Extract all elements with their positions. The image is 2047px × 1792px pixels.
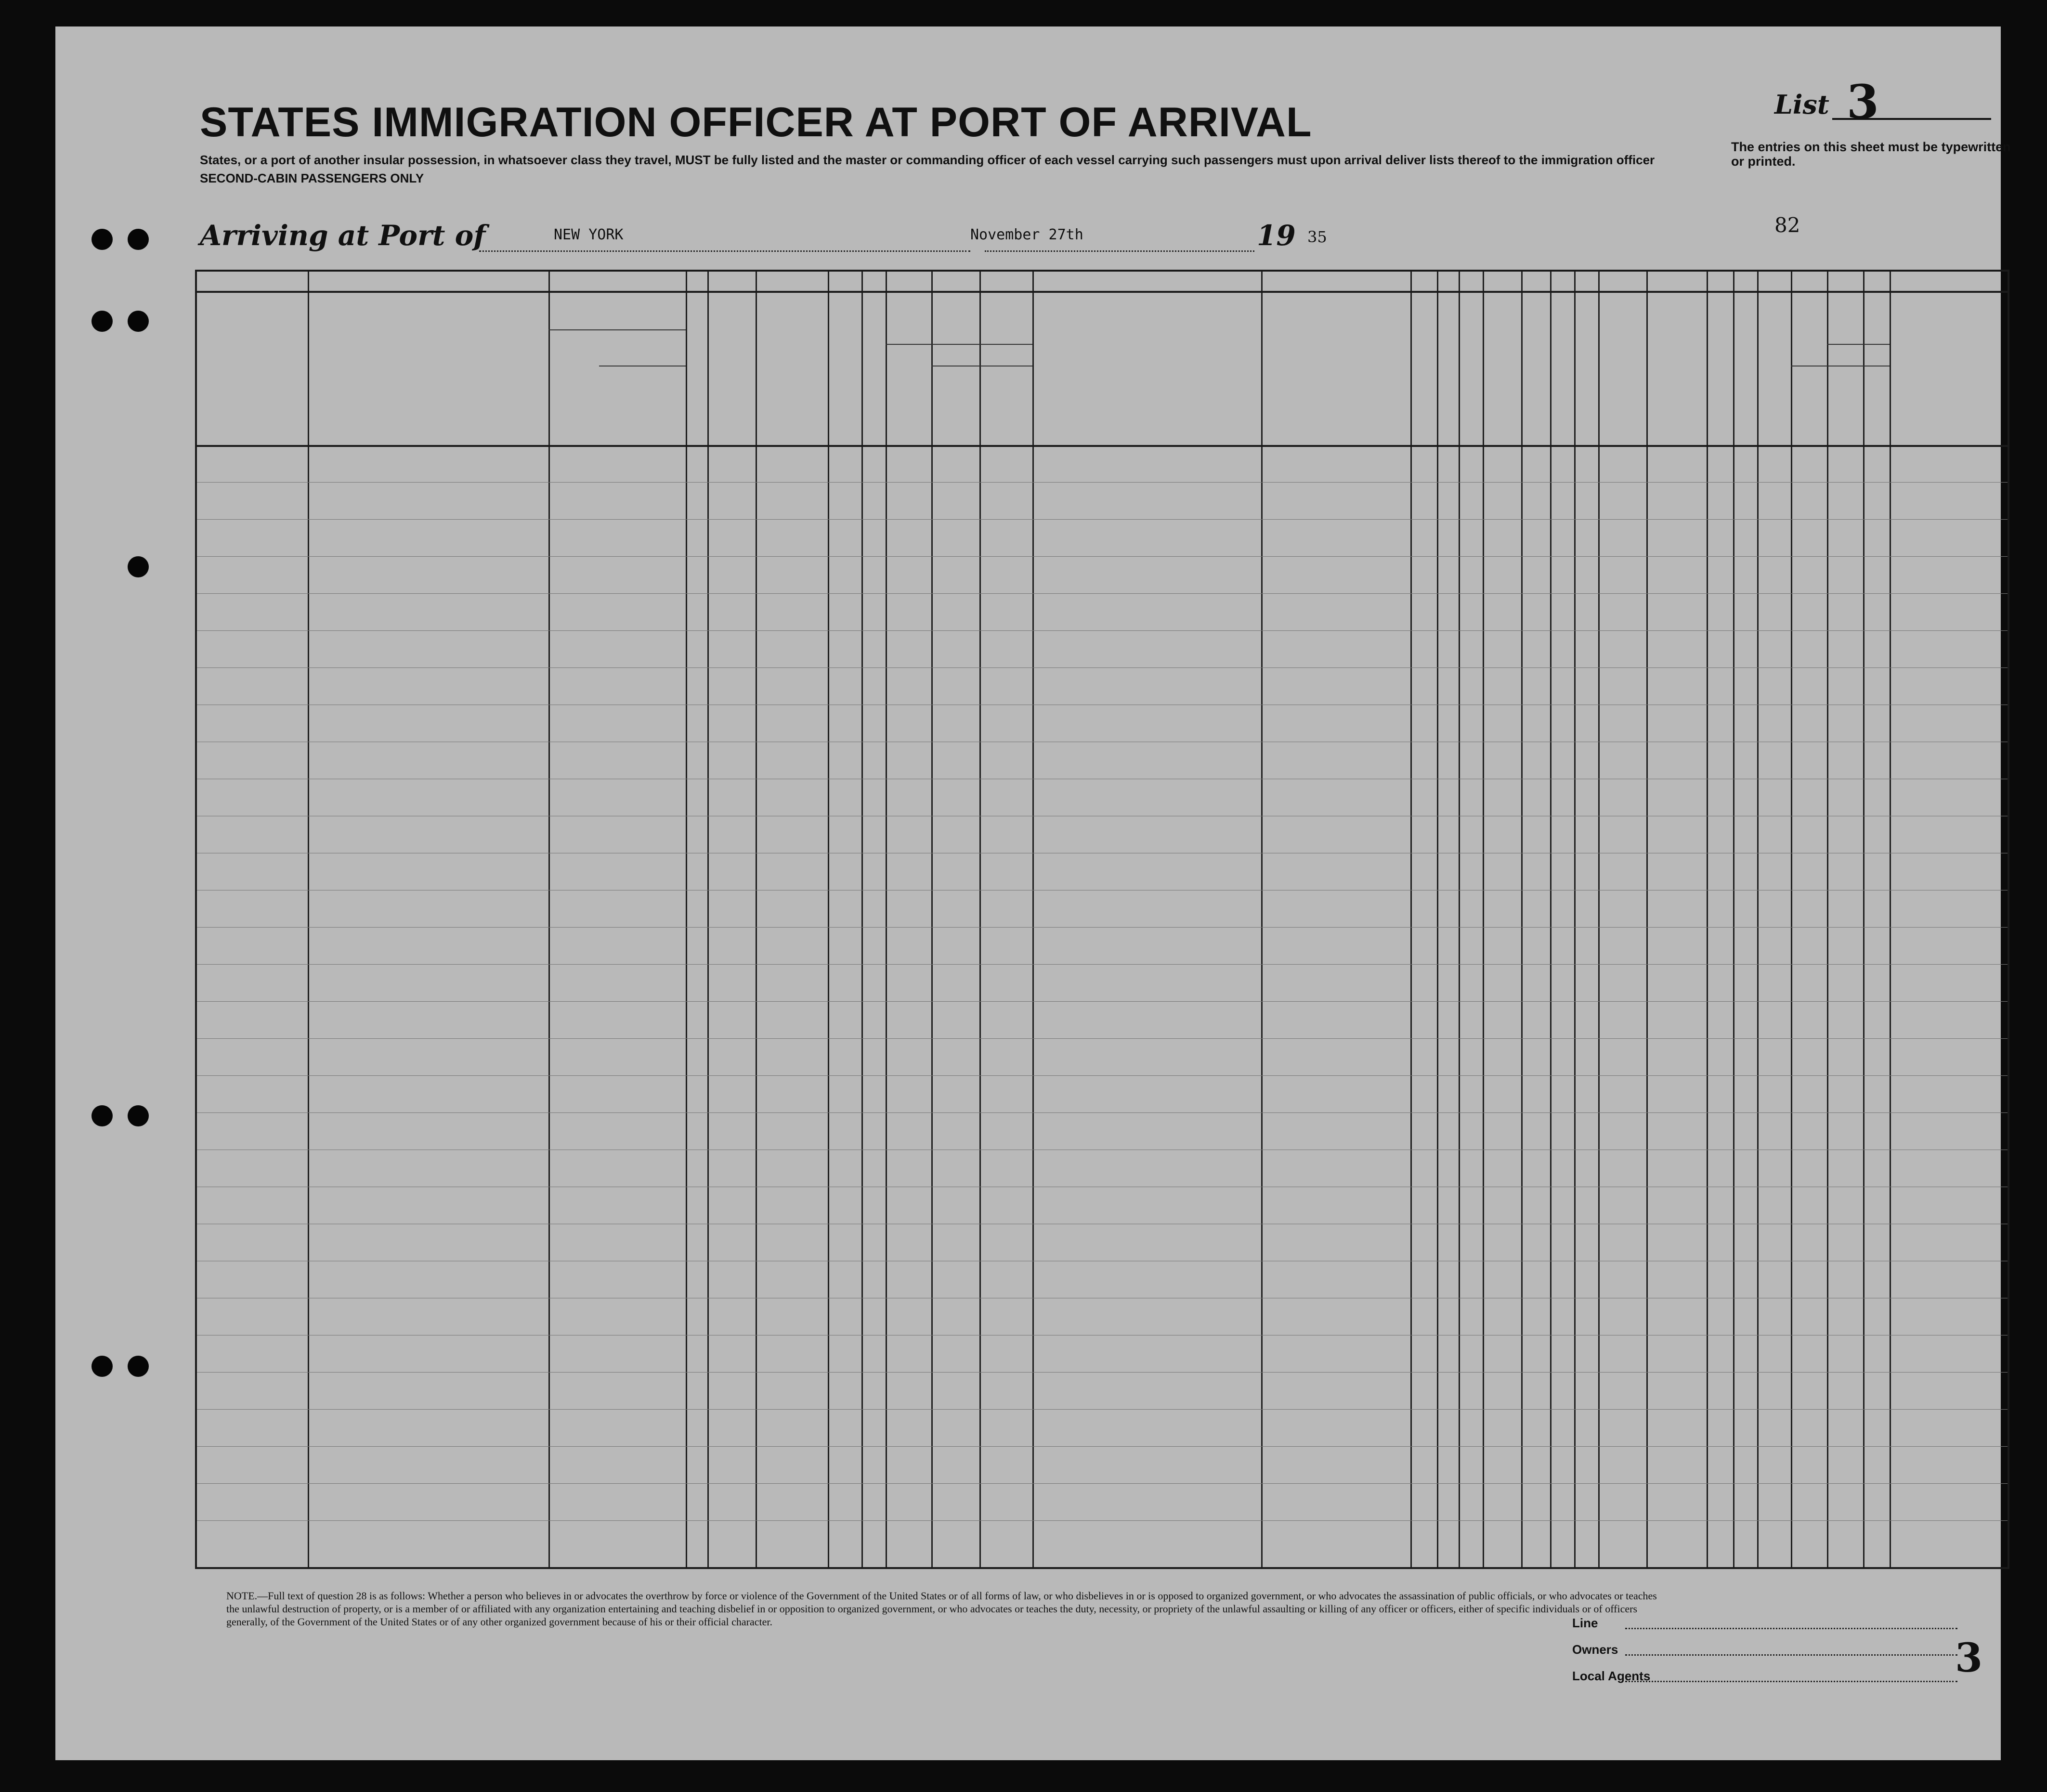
column-divider — [1550, 272, 1552, 1567]
column-divider — [1598, 272, 1600, 1567]
year-prefix: 19 — [1257, 219, 1296, 252]
column-divider — [828, 272, 829, 1567]
column-divider — [686, 272, 687, 1567]
punch-hole — [91, 229, 113, 250]
header-subrule — [886, 344, 1032, 345]
column-divider — [1437, 272, 1438, 1567]
passenger-class: SECOND-CABIN PASSENGERS ONLY — [200, 171, 424, 185]
arriving-label: Arriving at Port of — [200, 219, 486, 252]
question-28-note: NOTE.—Full text of question 28 is as follows: Whether a person who believes in or advocates the overthrow by force or violence of the Government of the United States or of all forms of law, or who disbelieves in or is opposed to organized government, or who advocates the assassination of public officials, or who advocates or teaches the unlawful destruction of property, or is a member of or affiliated with any organization entertaining and teaching disbelief in or opposition to organized government, or who advocates or teaches the duty, necessity, or propriety of the unlawful assaulting or killing of any officer or officers, either of specific individuals or of officers generally, of the Government of the United States or of any other organized government because of his or their official character. — [226, 1590, 1657, 1628]
list-label: List — [1774, 89, 1829, 120]
row-rule — [197, 1483, 2008, 1484]
row-rule — [197, 927, 2008, 928]
column-divider — [548, 272, 550, 1567]
stamp-number: 82 — [1774, 213, 1800, 237]
page-number: 3 — [1955, 1635, 1983, 1681]
column-divider — [1707, 272, 1708, 1567]
column-divider — [1757, 272, 1759, 1567]
column-divider — [1863, 272, 1864, 1567]
row-rule — [197, 1001, 2008, 1002]
owners-field — [1625, 1654, 1957, 1656]
punch-hole — [128, 229, 149, 250]
column-divider — [931, 272, 933, 1567]
row-rule — [197, 1372, 2008, 1373]
row-rule — [197, 1446, 2008, 1447]
typewritten-note: The entries on this sheet must be typewritten or printed. — [1731, 140, 2011, 169]
row-rule — [197, 482, 2008, 483]
column-divider — [886, 272, 887, 1567]
row-rule — [197, 519, 2008, 520]
list-underline — [1832, 118, 1991, 120]
column-divider — [1483, 272, 1484, 1567]
column-divider — [707, 272, 709, 1567]
column-divider — [1890, 272, 1891, 1567]
row-rule — [197, 1112, 2008, 1113]
row-rule — [197, 667, 2008, 668]
arrival-port: NEW YORK — [554, 226, 624, 243]
punch-hole — [91, 1356, 113, 1377]
row-rule — [197, 593, 2008, 594]
column-divider — [861, 272, 863, 1567]
agents-field — [1625, 1681, 1957, 1682]
punch-hole — [91, 1105, 113, 1126]
column-divider — [1410, 272, 1412, 1567]
column-divider — [1827, 272, 1828, 1567]
punch-hole — [91, 311, 113, 332]
header-rule — [197, 445, 2008, 447]
punch-hole — [128, 1105, 149, 1126]
column-divider — [1791, 272, 1792, 1567]
header-rule — [197, 291, 2008, 293]
column-divider — [1459, 272, 1460, 1567]
column-divider — [308, 272, 309, 1567]
form-title: STATES IMMIGRATION OFFICER AT PORT OF ARRIVAL — [200, 99, 1312, 145]
column-divider — [979, 272, 981, 1567]
row-rule — [197, 964, 2008, 965]
column-divider — [1032, 272, 1034, 1567]
port-underline — [479, 250, 970, 252]
header-subrule — [548, 329, 686, 330]
column-divider — [1733, 272, 1734, 1567]
arrival-year: 35 — [1307, 228, 1327, 246]
column-divider — [756, 272, 757, 1567]
column-divider — [1261, 272, 1263, 1567]
column-divider — [1574, 272, 1576, 1567]
row-rule — [197, 1038, 2008, 1039]
punch-hole — [128, 1356, 149, 1377]
line-field — [1625, 1628, 1957, 1629]
manifest-sheet — [55, 26, 2011, 1760]
punch-hole — [128, 556, 149, 577]
arrival-date: November 27th — [970, 226, 1083, 243]
agents-label: Local Agents — [1572, 1669, 1651, 1683]
form-instructions: States, or a port of another insular possession, in whatsoever class they travel, MUST be fully listed and the master or commanding officer of each vessel carrying such passengers must upon arrival deliver lists thereof to the immigration officer — [200, 153, 1655, 167]
row-rule — [197, 1520, 2008, 1521]
line-label: Line — [1572, 1616, 1598, 1630]
row-rule — [197, 630, 2008, 631]
row-rule — [197, 556, 2008, 557]
list-number: 3 — [1847, 75, 1879, 129]
owners-label: Owners — [1572, 1642, 1618, 1657]
column-divider — [1521, 272, 1523, 1567]
row-rule — [197, 1075, 2008, 1076]
row-rule — [197, 1409, 2008, 1410]
header-subrule — [1827, 344, 1890, 345]
manifest-table — [195, 270, 2009, 1569]
column-divider — [1646, 272, 1648, 1567]
punch-hole — [128, 311, 149, 332]
date-underline — [985, 250, 1254, 252]
